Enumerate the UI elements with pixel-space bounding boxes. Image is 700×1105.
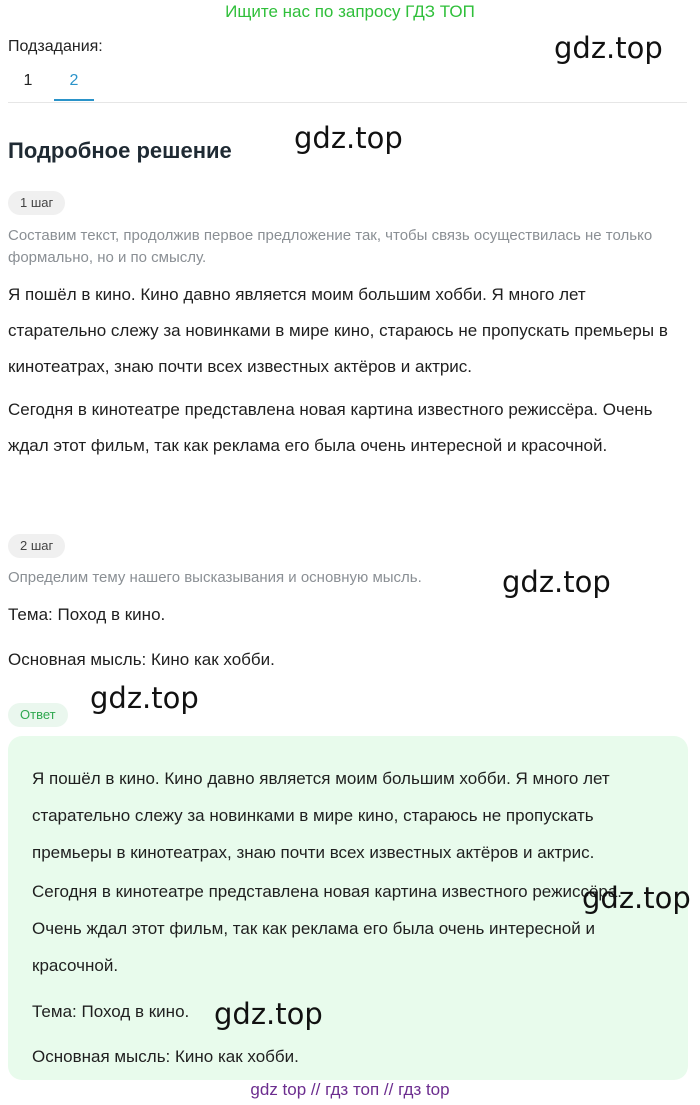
step-hint: Составим текст, продолжив первое предложение так, чтобы связь осуществилась не только формально, но и по смыслу. (8, 227, 653, 266)
watermark: gdz.top (90, 681, 199, 715)
answer-theme-text: Тема: Поход в кино. (32, 1002, 190, 1021)
answer-badge: Ответ (8, 703, 68, 727)
theme-text: Тема: Поход в кино. (8, 605, 166, 624)
watermark: gdz.top (214, 997, 323, 1031)
tab-subtask-2[interactable]: 2 (54, 70, 94, 100)
top-banner[interactable]: Ищите нас по запросу ГДЗ ТОП (225, 2, 475, 21)
subtask-tabs (8, 66, 687, 103)
watermark: gdz.top (554, 31, 663, 65)
tab-subtask-1[interactable]: 1 (23, 72, 33, 89)
step-badge: 1 шаг (8, 191, 65, 215)
main-idea-text: Основная мысль: Кино как хобби. (8, 650, 275, 669)
solution-paragraph: Я пошёл в кино. Кино давно является моим большим хобби. Я много лет старательно слежу за новинками в мире кино, стараюсь не пропускать премьеры в кинотеатрах, знаю почти всех известных актёров и актрис. (8, 285, 668, 376)
watermark: gdz.top (502, 565, 611, 599)
watermark: gdz.top (294, 121, 403, 155)
step-hint: Определим тему нашего высказывания и основную мысль. (8, 569, 422, 586)
subtasks-label: Подзадания: (8, 38, 103, 55)
watermark: gdz.top (582, 881, 691, 915)
page-title: Подробное решение (8, 138, 232, 163)
answer-main-idea-text: Основная мысль: Кино как хобби. (32, 1047, 299, 1066)
solution-paragraph: Сегодня в кинотеатре представлена новая картина известного режиссёра. Очень ждал этот фильм, так как реклама его была очень интересной и красочной. (8, 400, 653, 455)
answer-paragraph: Сегодня в кинотеатре представлена новая картина известного режиссёра. Очень ждал этот фильм, так как реклама его была очень интересной и красочной. (32, 882, 623, 975)
footer-links[interactable]: gdz top // гдз топ // гдз top (250, 1080, 450, 1099)
answer-paragraph: Я пошёл в кино. Кино давно является моим большим хобби. Я много лет старательно слежу за новинками в мире кино, стараюсь не пропускать премьеры в кинотеатрах, знаю почти всех известных актёров и актрис. (32, 769, 610, 862)
step-badge: 2 шаг (8, 534, 65, 558)
